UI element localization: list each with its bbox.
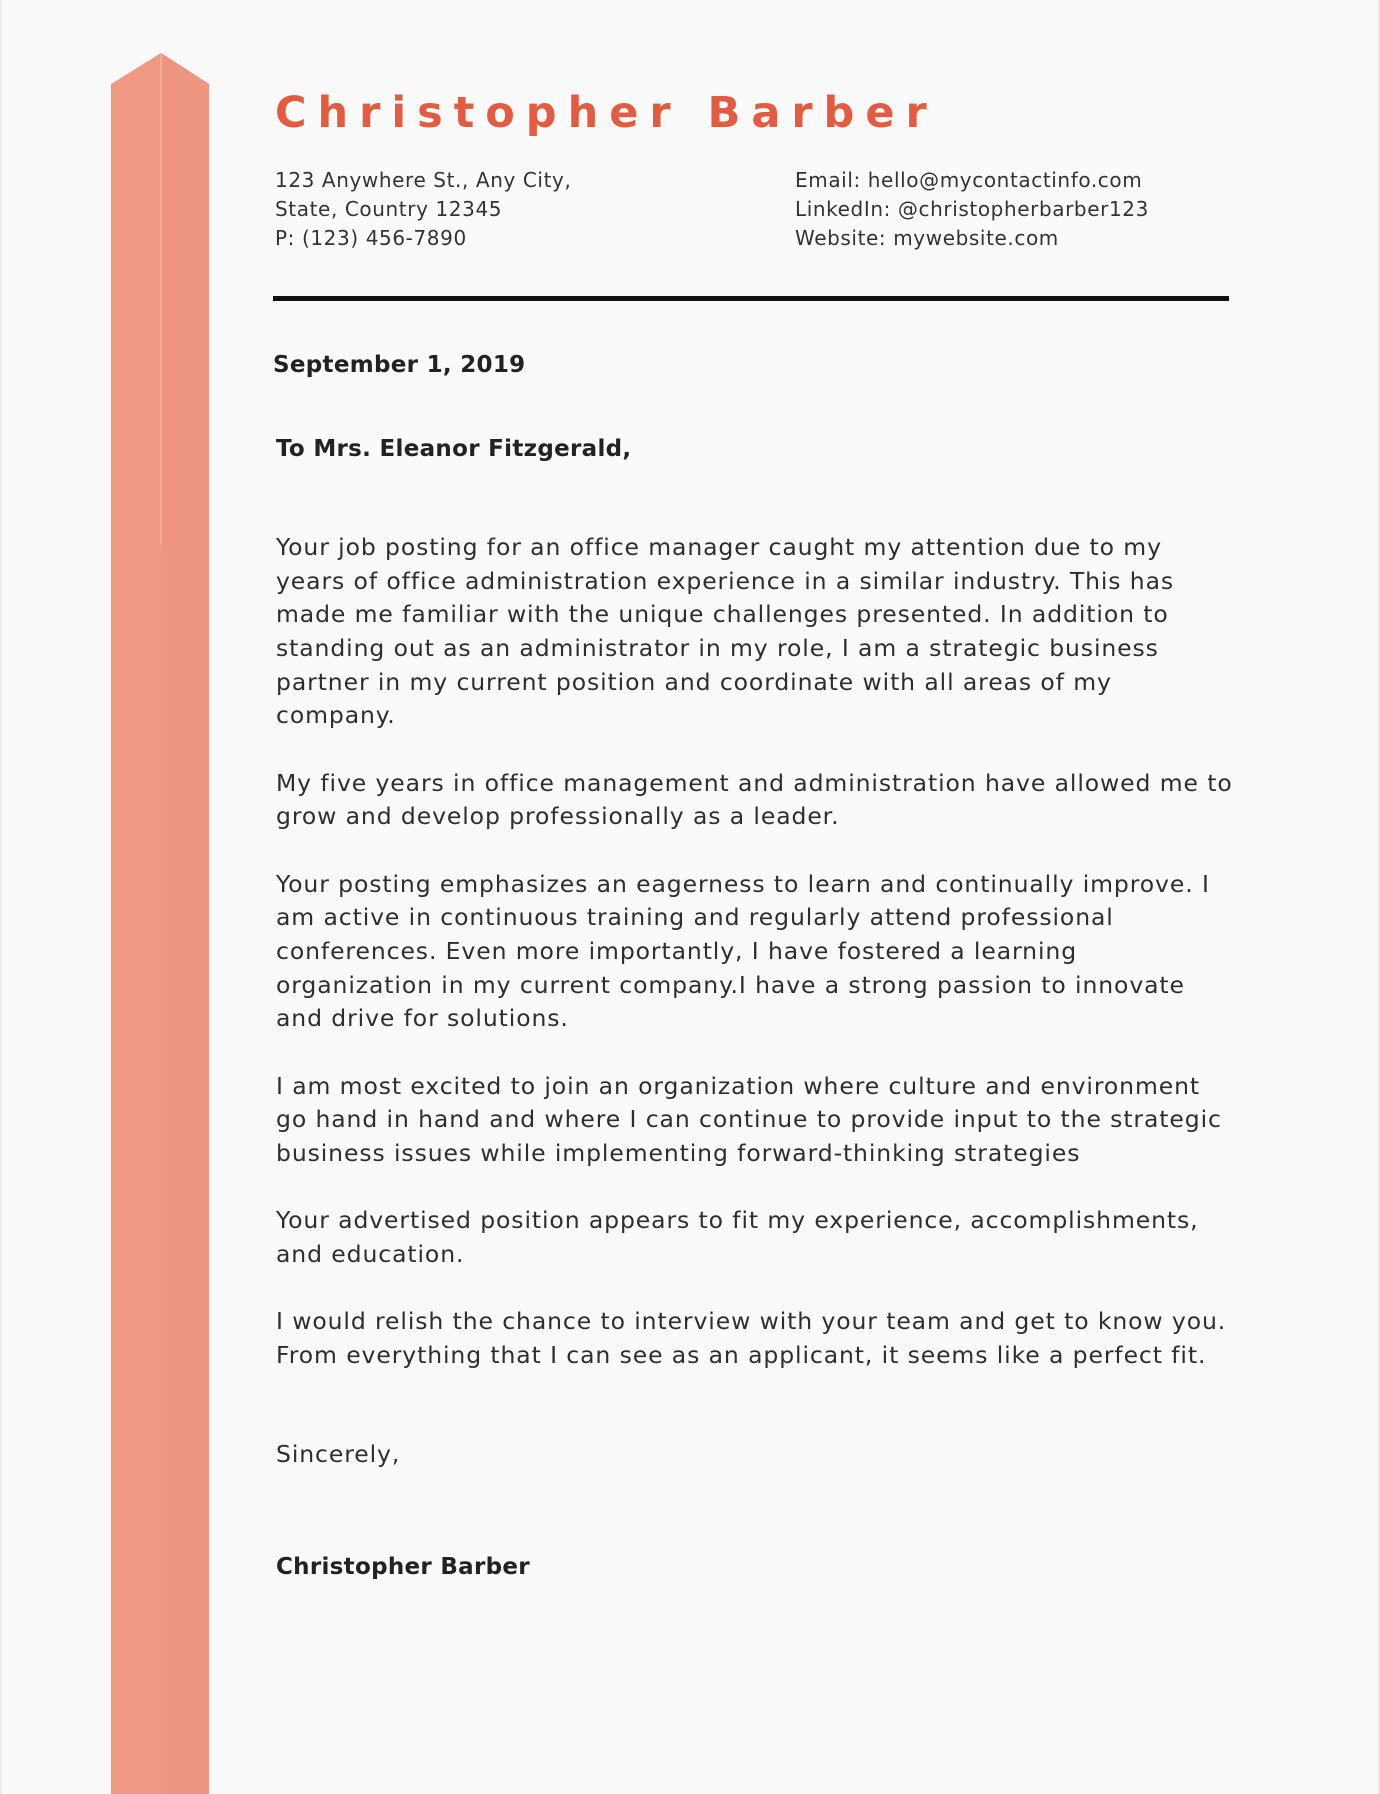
linkedin-line: LinkedIn: @christopherbarber123 xyxy=(795,197,1149,221)
body-line: Your job posting for an office manager caught my attention due to my xyxy=(276,533,1162,561)
salutation: To Mrs. Eleanor Fitzgerald, xyxy=(276,436,632,462)
ribbon-shape xyxy=(111,0,211,1794)
body-line: am active in continuous training and regularly attend professional xyxy=(276,903,1114,932)
body-paragraph xyxy=(276,1305,1236,1372)
body-line: grow and develop professionally as a leader. xyxy=(276,802,840,831)
sender-address xyxy=(275,166,571,253)
body-line: Your posting emphasizes an eagerness to learn and continually improve. I xyxy=(276,869,1210,898)
address-line: State, Country 12345 xyxy=(275,197,503,221)
body-line: partner in my current position and coordinate with all areas of my xyxy=(276,667,1112,696)
signature-name: Christopher Barber xyxy=(276,1554,530,1580)
decorative-ribbon xyxy=(111,0,211,1794)
body-line: From everything that I can see as an applicant, it seems like a perfect fit. xyxy=(276,1341,1207,1370)
body-line: go hand in hand and where I can continue to provide input to the strategic xyxy=(276,1105,1222,1134)
body-line: and drive for solutions. xyxy=(276,1004,569,1033)
body-line: made me familiar with the unique challenges presented. In addition to xyxy=(276,600,1169,629)
body-paragraph xyxy=(276,1070,1236,1171)
sender-online-contact xyxy=(795,166,1149,253)
body-paragraph xyxy=(276,767,1236,834)
body-line: I would relish the chance to interview with your team and get to know you. xyxy=(276,1307,1227,1336)
body-line: business issues while implementing forward-thinking strategies xyxy=(276,1139,1081,1168)
letter-body xyxy=(276,531,1236,1406)
body-line: Your advertised position appears to fit my experience, accomplishments, xyxy=(276,1206,1199,1235)
letter-date: September 1, 2019 xyxy=(273,352,526,378)
body-paragraph xyxy=(276,1204,1236,1271)
website-line: Website: mywebsite.com xyxy=(795,226,1059,250)
body-line: My five years in office management and administration have allowed me to xyxy=(276,768,1233,797)
body-line: years of office administration experience in a similar industry. This has xyxy=(276,566,1175,595)
body-line: organization in my current company.I have a strong passion to innovate xyxy=(276,970,1185,999)
body-paragraph xyxy=(276,531,1236,733)
body-paragraph xyxy=(276,868,1236,1036)
phone-line: P: (123) 456-7890 xyxy=(275,226,467,250)
body-line: I am most excited to join an organization where culture and environment xyxy=(276,1071,1201,1100)
body-line: standing out as an administrator in my role, I am a strategic business xyxy=(276,634,1159,663)
email-line: Email: hello@mycontactinfo.com xyxy=(795,168,1143,192)
body-line: and education. xyxy=(276,1240,465,1269)
body-line: conferences. Even more importantly, I have fostered a learning xyxy=(276,937,1078,966)
header-divider xyxy=(273,296,1229,301)
closing: Sincerely, xyxy=(276,1440,401,1468)
body-line: company. xyxy=(276,701,396,730)
address-line: 123 Anywhere St., Any City, xyxy=(275,168,572,192)
sender-name: Christopher Barber xyxy=(275,88,938,138)
